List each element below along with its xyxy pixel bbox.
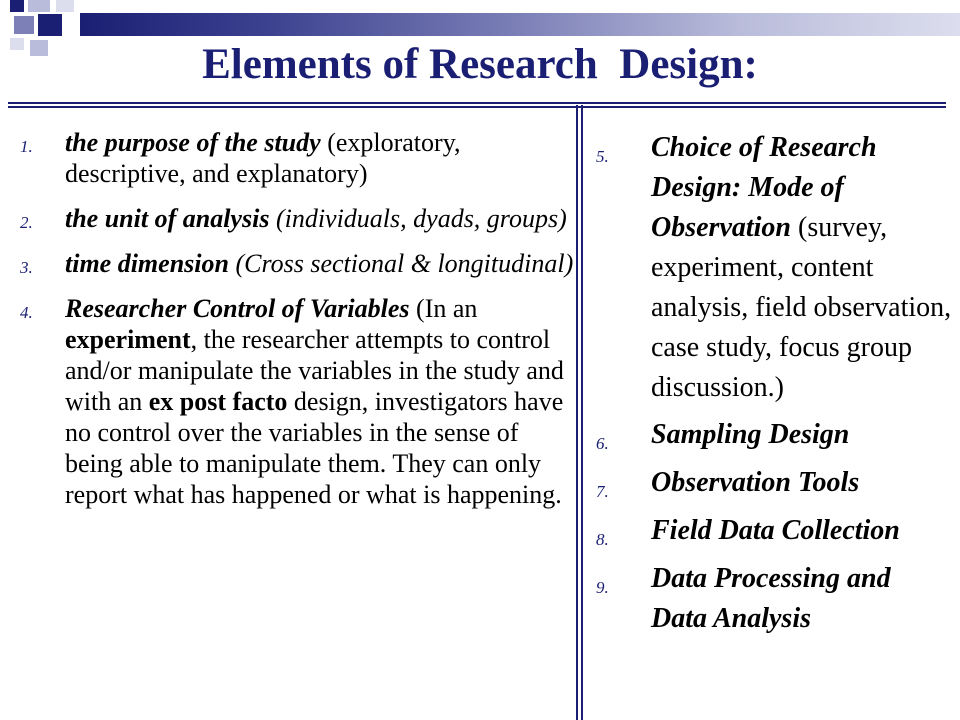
item-heading: time dimension: [65, 249, 229, 278]
list-number: 4.: [20, 303, 33, 322]
left-column-list: [20, 127, 580, 524]
decor-square: [10, 0, 24, 12]
slide-title: Elements of Research Design:: [202, 41, 758, 88]
header-gradient-bar: [80, 13, 960, 36]
item-heading: Observation Tools: [651, 467, 860, 498]
item-detail: (individuals, dyads, groups): [269, 204, 567, 233]
list-item-text: [651, 128, 952, 408]
list-item-text: [65, 248, 580, 279]
list-item: [20, 248, 580, 279]
list-number: 3.: [20, 258, 33, 277]
list-item-text: [65, 127, 580, 189]
list-item: [596, 559, 952, 639]
list-item: [596, 128, 952, 408]
decor-square: [28, 0, 50, 12]
column-divider-line-second: [581, 105, 583, 720]
item-heading: Choice of Research Design: Mode of Observation: [651, 132, 877, 243]
title-divider-line: [8, 102, 946, 104]
decor-square: [14, 16, 34, 34]
item-detail: (In an: [409, 294, 478, 323]
item-detail: (survey, experiment, content analysis, field observation, case study, focus group discussion.): [651, 212, 952, 403]
list-number: 5.: [596, 147, 609, 166]
item-emphasis: ex post facto: [148, 387, 288, 416]
list-item: [20, 293, 580, 510]
list-item-text: [65, 293, 580, 510]
item-emphasis: experiment: [65, 325, 191, 354]
decor-square: [56, 0, 74, 12]
list-item: [596, 415, 952, 455]
list-number: 6.: [596, 434, 609, 453]
item-detail: design, investigators have no control over the variables in the sense of being able to manipulate them. They can only report what has happened or what is happening.: [65, 387, 564, 509]
item-heading: Data Processing and Data Analysis: [651, 563, 891, 634]
item-heading: the purpose of the study: [65, 128, 321, 157]
list-number: 9.: [596, 578, 609, 597]
list-item-text: [65, 203, 580, 234]
title-divider-line-second: [8, 106, 946, 108]
item-detail: , the researcher attempts to control and/or manipulate the variables in the study and with an: [65, 325, 564, 416]
list-item: [20, 203, 580, 234]
list-number: 7.: [596, 482, 609, 501]
right-column-list: [596, 128, 952, 647]
item-detail: (Cross sectional & longitudinal): [228, 249, 574, 278]
item-detail: (exploratory, descriptive, and explanatory): [65, 128, 461, 188]
item-heading: Field Data Collection: [651, 515, 900, 546]
list-number: 8.: [596, 530, 609, 549]
list-number: 2.: [20, 213, 33, 232]
decor-square: [38, 14, 62, 36]
list-item: [596, 511, 952, 551]
list-number: 1.: [20, 137, 33, 156]
list-item: [596, 463, 952, 503]
item-heading: the unit of analysis: [65, 204, 270, 233]
item-heading: Sampling Design: [651, 419, 850, 450]
item-heading: Researcher Control of Variables: [65, 294, 410, 323]
list-item: [20, 127, 580, 189]
